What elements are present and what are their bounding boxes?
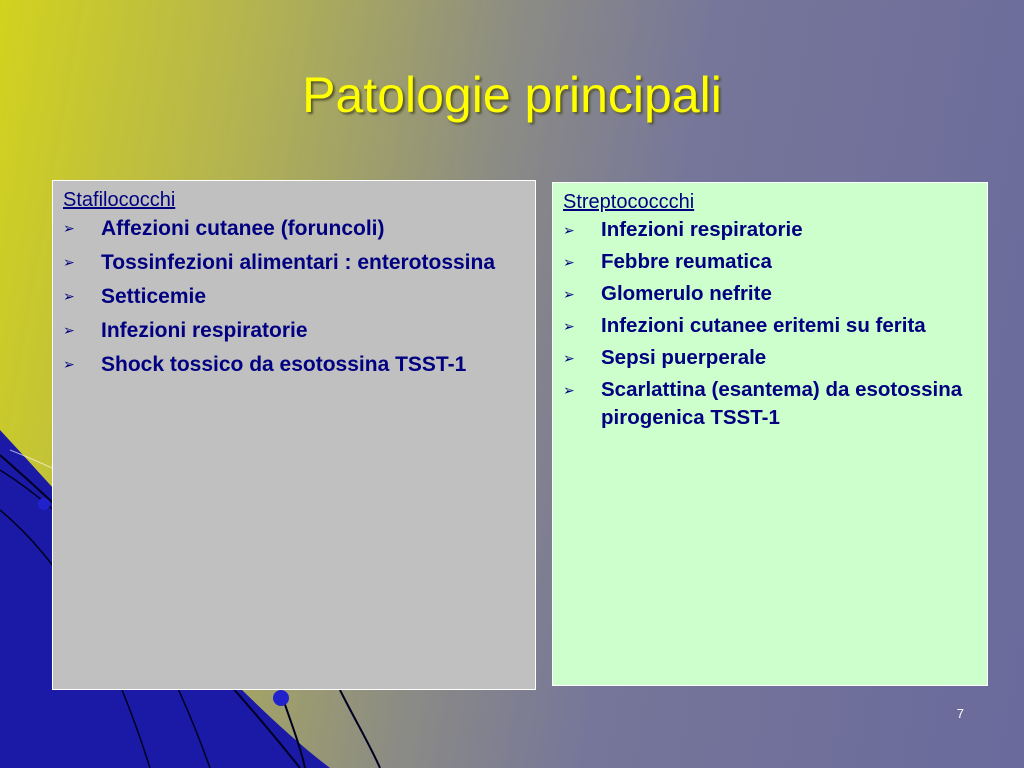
- arrow-bullet-icon: ➢: [563, 318, 575, 334]
- arrow-bullet-icon: ➢: [563, 286, 575, 302]
- arrow-bullet-icon: ➢: [63, 288, 75, 304]
- list-item: ➢ Affezioni cutanee (foruncoli): [63, 214, 525, 243]
- arrow-bullet-icon: ➢: [563, 222, 575, 238]
- list-item: ➢ Setticemie: [63, 282, 525, 311]
- list-item: ➢ Scarlattina (esantema) da esotossina pirogenica TSST-1: [563, 378, 963, 429]
- list-item: ➢ Febbre reumatica: [563, 248, 977, 276]
- list-item: ➢ Infezioni respiratorie: [563, 216, 977, 244]
- staphylococci-heading: Stafilococchi: [63, 189, 176, 211]
- page-number: 7: [956, 706, 964, 721]
- arrow-bullet-icon: ➢: [563, 382, 575, 398]
- streptococci-list: [563, 216, 977, 432]
- arrow-bullet-icon: ➢: [563, 350, 575, 366]
- list-item: ➢ Infezioni cutanee eritemi su ferita: [563, 312, 977, 340]
- streptococci-heading: Streptococcchi: [563, 191, 695, 213]
- list-item: ➢ Shock tossico da esotossina TSST-1: [63, 350, 525, 379]
- list-item: ➢ Sepsi puerperale: [563, 344, 977, 372]
- arrow-bullet-icon: ➢: [63, 220, 75, 236]
- list-item: ➢ Tossinfezioni alimentari : enterotossina: [63, 248, 525, 277]
- arrow-bullet-icon: ➢: [563, 254, 575, 270]
- staphylococci-list: [63, 214, 525, 379]
- staphylococci-box: [52, 180, 536, 690]
- slide-title: Patologie principali: [302, 67, 722, 123]
- list-item: ➢ Infezioni respiratorie: [63, 316, 525, 345]
- list-item: ➢ Glomerulo nefrite: [563, 280, 977, 308]
- arrow-bullet-icon: ➢: [63, 254, 75, 270]
- arrow-bullet-icon: ➢: [63, 322, 75, 338]
- arrow-bullet-icon: ➢: [63, 356, 75, 372]
- streptococci-box: [552, 182, 988, 686]
